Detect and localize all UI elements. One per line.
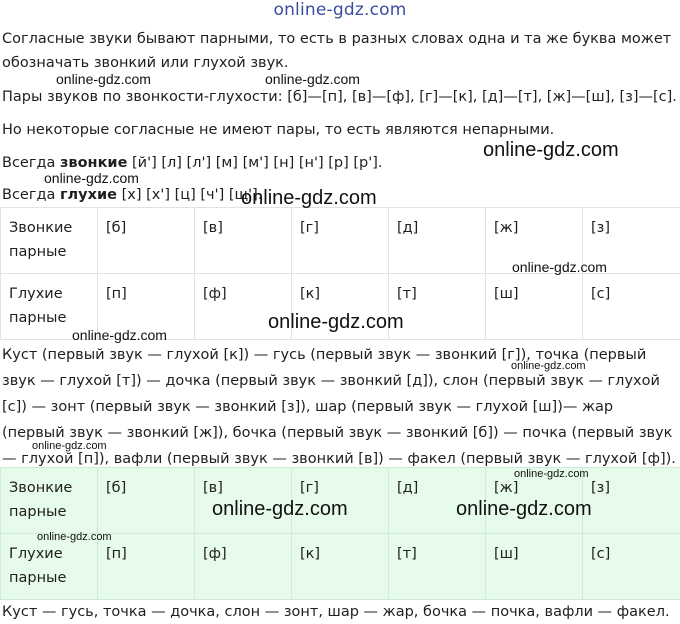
- table-cell: [т]: [389, 534, 486, 600]
- unpaired-intro: Но некоторые согласные не имеют пары, то есть являются непарными.: [2, 122, 555, 138]
- table-cell: [т]: [389, 274, 486, 340]
- table-cell: [в]: [195, 208, 292, 274]
- watermark: online-gdz.com: [514, 468, 589, 480]
- table-cell: [б]: [98, 468, 195, 534]
- always-voiceless-sounds: [х] [х'] [ц] [ч'] [щ'].: [116, 187, 263, 203]
- table-cell: [ж]: [486, 208, 583, 274]
- watermark: online-gdz.com: [512, 259, 607, 275]
- table-cell: [в]: [195, 468, 292, 534]
- table-cell: [ш]: [486, 274, 583, 340]
- table-cell: [б]: [98, 208, 195, 274]
- always-voiced-word: звонкие: [59, 155, 128, 171]
- table-cell: [к]: [292, 534, 389, 600]
- pairs-line: Пары звуков по звонкости-глухости: [б]—[п], [в]—[ф], [г]—[к], [д]—[т], [ж]—[ш], [з]—[с].: [2, 89, 677, 105]
- table-cell: [п]: [98, 534, 195, 600]
- watermark: online-gdz.com: [241, 187, 377, 209]
- always-voiceless-word: глухие: [59, 187, 117, 203]
- watermark: online-gdz.com: [265, 71, 360, 87]
- table-cell: [д]: [389, 468, 486, 534]
- watermark: online-gdz.com: [212, 498, 348, 520]
- table-cell: [п]: [98, 274, 195, 340]
- table-cell: [ф]: [195, 534, 292, 600]
- watermark: online-gdz.com: [56, 71, 151, 87]
- table-cell: [ш]: [486, 534, 583, 600]
- table-cell: [г]: [292, 468, 389, 534]
- table-cell: [с]: [583, 274, 680, 340]
- watermark: online-gdz.com: [483, 139, 619, 161]
- table-cell: [к]: [292, 274, 389, 340]
- table-cell: [з]: [583, 208, 680, 274]
- examples-paragraph: Куст (первый звук — глухой [к]) — гусь (первый звук — звонкий [г]), точка (первый звук — глухой [т]) — дочка (первый звук — звонкий [д]), слон (первый звук — глухой [с]) — зонт (первый звук — звонкий [з]), шар (первый звук — глухой [ш])— жар (первый звук — звонкий [ж]), бочка (первый звук — звонкий [б]) — почка (первый звук — глухой [п]), вафли (первый звук — звонкий [в]) — факел (первый звук — глухой [ф]).: [2, 347, 676, 467]
- always-voiceless-line: [2, 184, 262, 206]
- always-voiced-sounds: [й'] [л] [л'] [м] [м'] [н] [н'] [р] [р'].: [127, 155, 383, 171]
- row-label-voiceless: Глухие парные: [1, 274, 98, 340]
- watermark: online-gdz.com: [511, 360, 586, 372]
- table-row: [1, 534, 680, 600]
- row-label-voiced: Звонкие парные: [1, 208, 98, 274]
- watermark: online-gdz.com: [44, 170, 139, 186]
- table-cell: [ж]: [486, 468, 583, 534]
- table-cell: [ф]: [195, 274, 292, 340]
- watermark: online-gdz.com: [268, 311, 404, 333]
- watermark: online-gdz.com: [456, 498, 592, 520]
- intro-paragraph: Согласные звуки бывают парными, то есть в разных словах одна и та же буква может обозначать звонкий или глухой звук.: [2, 31, 672, 71]
- watermark: online-gdz.com: [37, 531, 112, 543]
- site-logo[interactable]: online-gdz.com: [273, 0, 407, 20]
- watermark: online-gdz.com: [32, 440, 107, 452]
- final-line: Куст — гусь, точка — дочка, слон — зонт, шар — жар, бочка — почка, вафли — факел.: [2, 604, 670, 620]
- watermark: online-gdz.com: [72, 327, 167, 343]
- table-cell: [з]: [583, 468, 680, 534]
- table-cell: [д]: [389, 208, 486, 274]
- row-label-voiced: Звонкие парные: [1, 468, 98, 534]
- always-voiced-prefix: Всегда: [2, 155, 60, 171]
- table-cell: [с]: [583, 534, 680, 600]
- always-voiceless-prefix: Всегда: [2, 187, 60, 203]
- table-cell: [г]: [292, 208, 389, 274]
- row-label-voiceless: Глухие парные: [1, 534, 98, 600]
